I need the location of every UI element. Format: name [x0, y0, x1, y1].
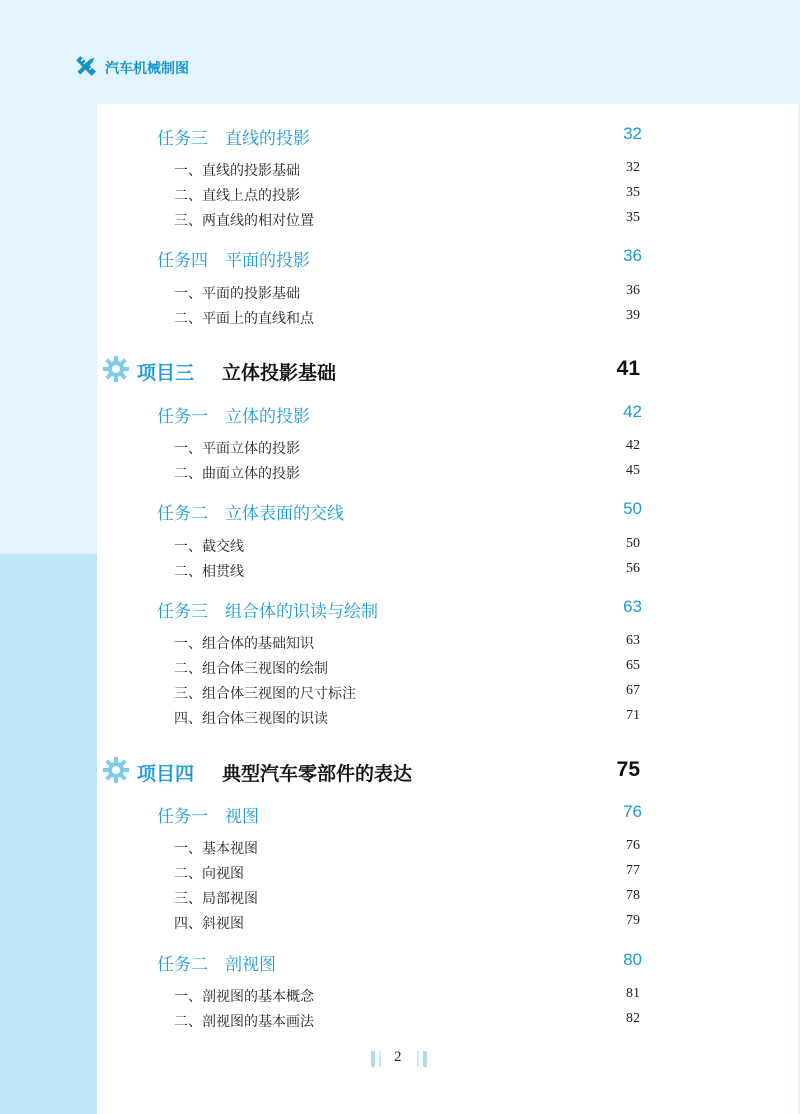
- ruler-pencil-icon: [73, 54, 99, 82]
- toc-item-title: 二、相贯线: [174, 564, 244, 580]
- gear-icon: [102, 756, 130, 788]
- toc-item-title: 一、直线的投影基础: [174, 163, 300, 179]
- toc-task-title: 任务三 组合体的识读与绘制: [157, 602, 378, 622]
- toc-item-title: 一、剖视图的基本概念: [174, 989, 314, 1005]
- toc-page-number: 56: [626, 561, 640, 576]
- toc-item-title: 二、组合体三视图的绘制: [174, 661, 328, 677]
- toc-page-number: 67: [626, 683, 640, 698]
- toc-project-title: 立体投影基础: [222, 362, 337, 384]
- toc-item-title: 二、平面上的直线和点: [174, 311, 314, 327]
- divider: [371, 1051, 375, 1067]
- divider: [379, 1051, 381, 1067]
- toc-task-title: 任务二 剖视图: [157, 955, 276, 975]
- toc-page-number: 50: [623, 499, 642, 518]
- toc-item-title: 一、平面的投影基础: [174, 286, 300, 302]
- toc-project-label: 项目三: [137, 362, 195, 384]
- toc-page-number: 63: [623, 597, 642, 616]
- toc-item-title: 二、剖视图的基本画法: [174, 1014, 314, 1030]
- toc-item-title: 四、斜视图: [174, 916, 244, 932]
- toc-item-title: 一、基本视图: [174, 841, 258, 857]
- toc-page-number: 35: [626, 210, 640, 225]
- divider: [417, 1051, 419, 1067]
- toc-page-number: 78: [626, 888, 640, 903]
- page-number: 2: [394, 1049, 402, 1065]
- gear-icon: [102, 355, 130, 387]
- toc-page-number: 41: [616, 357, 640, 380]
- toc-item-title: 二、直线上点的投影: [174, 188, 300, 204]
- toc-page-number: 35: [626, 185, 640, 200]
- toc-page-number: 76: [626, 838, 640, 853]
- side-band-lower: [0, 554, 97, 1114]
- toc-page-number: 32: [623, 124, 642, 143]
- toc-page-number: 80: [623, 950, 642, 969]
- toc-task-title: 任务二 立体表面的交线: [157, 504, 344, 524]
- toc-item-title: 二、向视图: [174, 866, 244, 882]
- toc-page-number: 81: [626, 986, 640, 1001]
- toc-page-number: 65: [626, 658, 640, 673]
- toc-item-title: 三、两直线的相对位置: [174, 213, 314, 229]
- toc-task-title: 任务四 平面的投影: [157, 251, 310, 271]
- toc-page-number: 36: [623, 246, 642, 265]
- toc-page-number: 45: [626, 463, 640, 478]
- toc-project-label: 项目四: [137, 763, 195, 785]
- page-footer: [0, 1048, 800, 1072]
- toc-page-number: 36: [626, 283, 640, 298]
- book-title: 汽车机械制图: [105, 61, 189, 77]
- toc-page-number: 76: [623, 802, 642, 821]
- toc-page-number: 42: [626, 438, 640, 453]
- toc-project-title: 典型汽车零部件的表达: [222, 763, 413, 785]
- toc-task-title: 任务三 直线的投影: [157, 129, 310, 149]
- toc-item-title: 一、截交线: [174, 539, 244, 555]
- toc-page-number: 32: [626, 160, 640, 175]
- toc-page-number: 50: [626, 536, 640, 551]
- toc-page-number: 75: [616, 758, 640, 781]
- toc-page-number: 77: [626, 863, 640, 878]
- toc-page-number: 39: [626, 308, 640, 323]
- toc-item-title: 三、组合体三视图的尺寸标注: [174, 686, 356, 702]
- toc-item-title: 一、组合体的基础知识: [174, 636, 314, 652]
- toc-page-number: 82: [626, 1011, 640, 1026]
- toc-item-title: 一、平面立体的投影: [174, 441, 300, 457]
- divider: [423, 1051, 427, 1067]
- toc-task-title: 任务一 视图: [157, 807, 259, 827]
- toc-page-number: 42: [623, 402, 642, 421]
- toc-page-number: 63: [626, 633, 640, 648]
- book-logo: [73, 54, 189, 82]
- toc-page-number: 71: [626, 708, 640, 723]
- toc-page-number: 79: [626, 913, 640, 928]
- toc-item-title: 三、局部视图: [174, 891, 258, 907]
- toc-task-title: 任务一 立体的投影: [157, 407, 310, 427]
- toc-item-title: 二、曲面立体的投影: [174, 466, 300, 482]
- header-band: [0, 0, 800, 104]
- toc-item-title: 四、组合体三视图的识读: [174, 711, 328, 727]
- side-band: [0, 104, 97, 554]
